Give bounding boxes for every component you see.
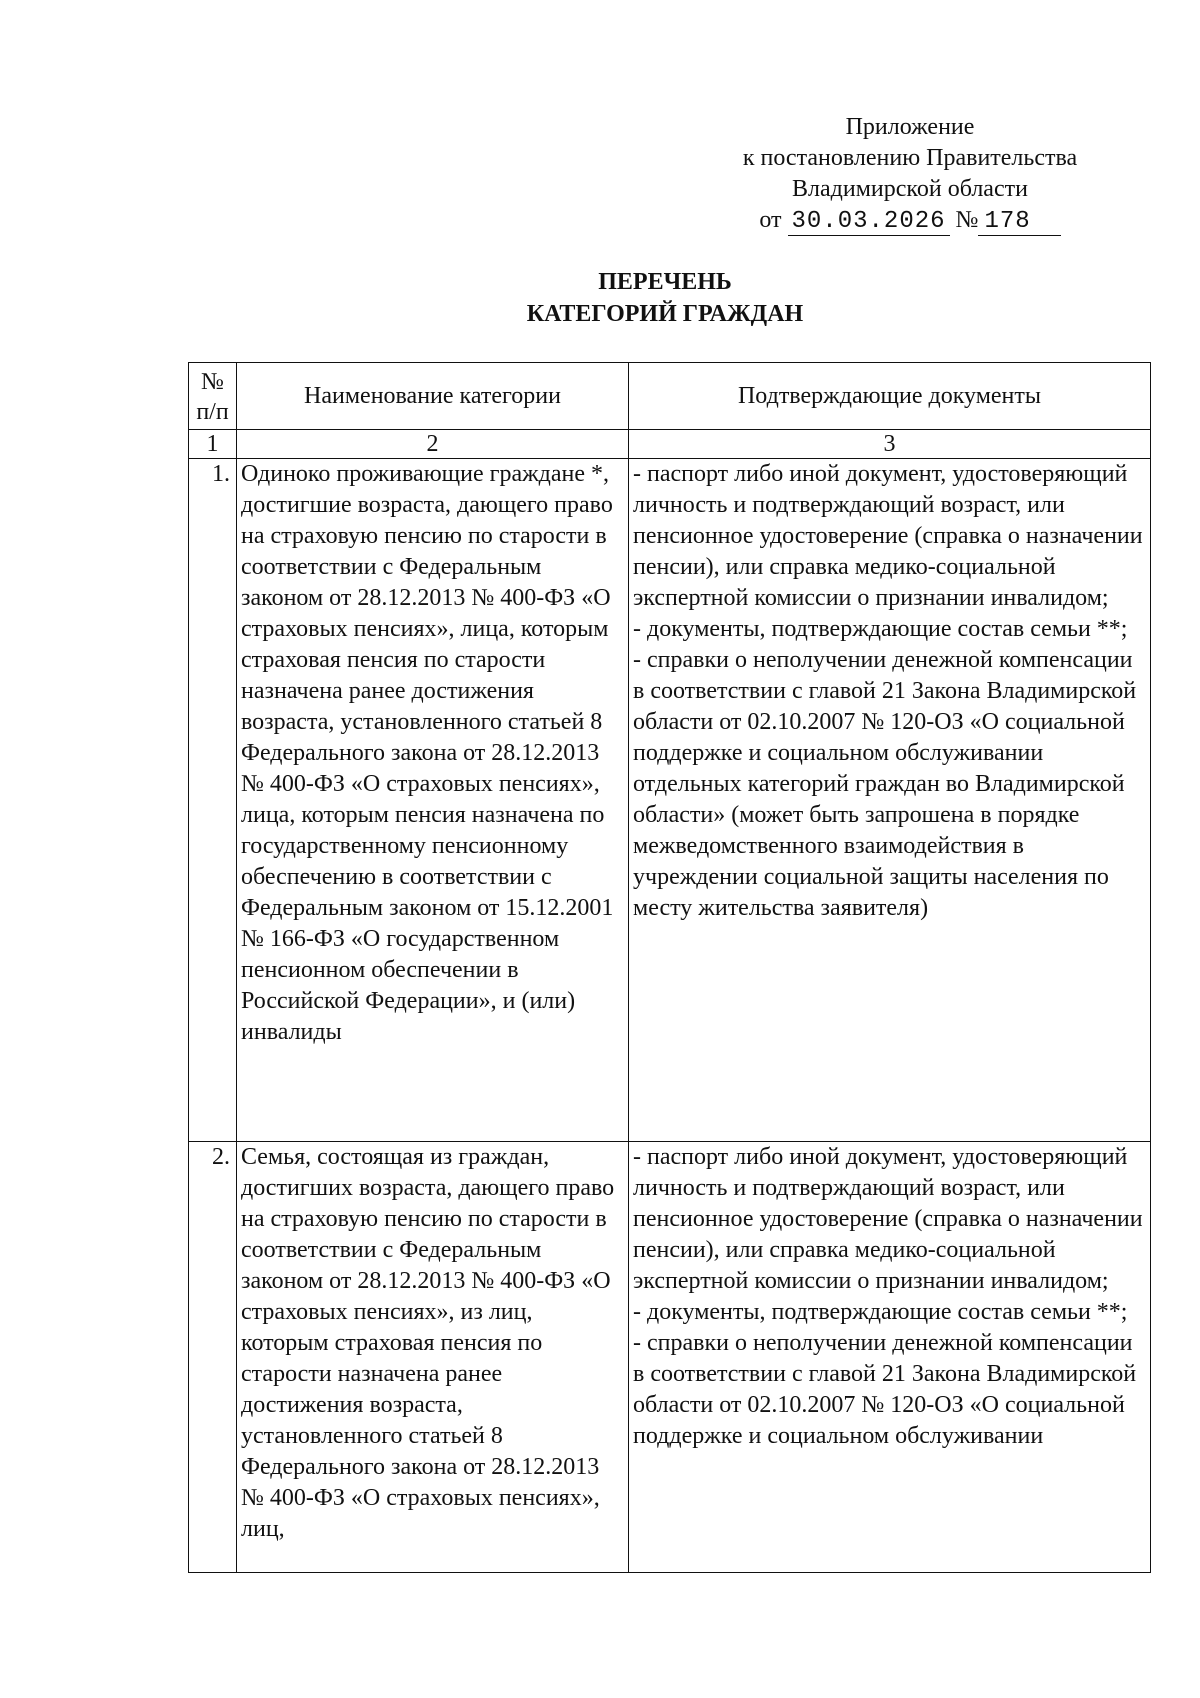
resolution-number: 178 <box>978 209 1060 236</box>
document-item: - документы, подтверждающие состав семьи **; <box>633 616 1128 642</box>
documents-cell <box>629 1142 1151 1573</box>
row-number: 2. <box>189 1142 237 1573</box>
column-header-documents: Подтверждающие документы <box>629 363 1151 430</box>
appendix-block <box>690 112 1130 236</box>
column-index: 2 <box>237 430 629 459</box>
table-row <box>189 1142 1151 1573</box>
categories-table <box>188 362 1151 1573</box>
column-header-number-text: № п/п <box>196 369 229 425</box>
appendix-line: Владимирской области <box>792 176 1028 202</box>
document-item: - документы, подтверждающие состав семьи **; <box>633 1299 1128 1325</box>
resolution-date-line <box>690 205 1130 236</box>
document-item: - паспорт либо иной документ, удостоверяющий личность и подтверждающий возраст, или пенсионное удостоверение (справка о назначении пенсии), или справка медико-социальной экспертной комиссии о признании инвалидом; <box>633 461 1143 611</box>
appendix-line: к постановлению Правительства <box>742 145 1078 171</box>
table-row <box>189 459 1151 1142</box>
row-number: 1. <box>189 459 237 1142</box>
document-item: - справки о неполучении денежной компенсации в соответствии с главой 21 Закона Владимирской области от 02.10.2007 № 120-ОЗ «О социальной поддержке и социальном обслуживании отдельных категорий граждан во Владимирской области» (может быть запрошена в порядке межведомственного взаимодействия в учреждении социальной защиты населения по месту жительства заявителя) <box>633 647 1137 921</box>
resolution-date: 30.03.2026 <box>788 209 950 236</box>
date-prefix: от <box>759 207 782 233</box>
category-name: Семья, состоящая из граждан, достигших возраста, дающего право на страховую пенсию по старости в соответствии с Федеральным законом от 28.12.2013 № 400-ФЗ «О страховых пенсиях», из лиц, которым страховая пенсия по старости назначена ранее достижения возраста, установленного статьей 8 Федерального закона от 28.12.2013 № 400-ФЗ «О страховых пенсиях», лиц, <box>237 1142 629 1573</box>
column-header-number <box>189 363 237 430</box>
documents-cell <box>629 459 1151 1142</box>
document-item: - паспорт либо иной документ, удостоверяющий личность и подтверждающий возраст, или пенсионное удостоверение (справка о назначении пенсии), или справка медико-социальной экспертной комиссии о признании инвалидом; <box>633 1144 1143 1294</box>
title-line-1: ПЕРЕЧЕНЬ <box>598 269 732 295</box>
document-item: - справки о неполучении денежной компенсации в соответствии с главой 21 Закона Владимирской области от 02.10.2007 № 120-ОЗ «О социальной поддержке и социальном обслуживании <box>633 1330 1137 1449</box>
column-index-row <box>189 430 1151 459</box>
column-index: 3 <box>629 430 1151 459</box>
title-line-2: КАТЕГОРИЙ ГРАЖДАН <box>526 301 804 327</box>
column-header-category: Наименование категории <box>237 363 629 430</box>
document-title <box>0 266 1200 330</box>
column-index: 1 <box>189 430 237 459</box>
number-sign: № <box>955 207 979 233</box>
category-name: Одиноко проживающие граждане *, достигшие возраста, дающего право на страховую пенсию по старости в соответствии с Федеральным законом от 28.12.2013 № 400-ФЗ «О страховых пенсиях», лица, которым страховая пенсия по старости назначена ранее достижения возраста, установленного статьей 8 Федерального закона от 28.12.2013 № 400-ФЗ «О страховых пенсиях», лица, которым пенсия назначена по государственному пенсионному обеспечению в соответствии с Федеральным законом от 15.12.2001 № 166-ФЗ «О государственном пенсионном обеспечении в Российской Федерации», и (или) инвалиды <box>237 459 629 1142</box>
appendix-line: Приложение <box>845 114 975 140</box>
table-header-row <box>189 363 1151 430</box>
